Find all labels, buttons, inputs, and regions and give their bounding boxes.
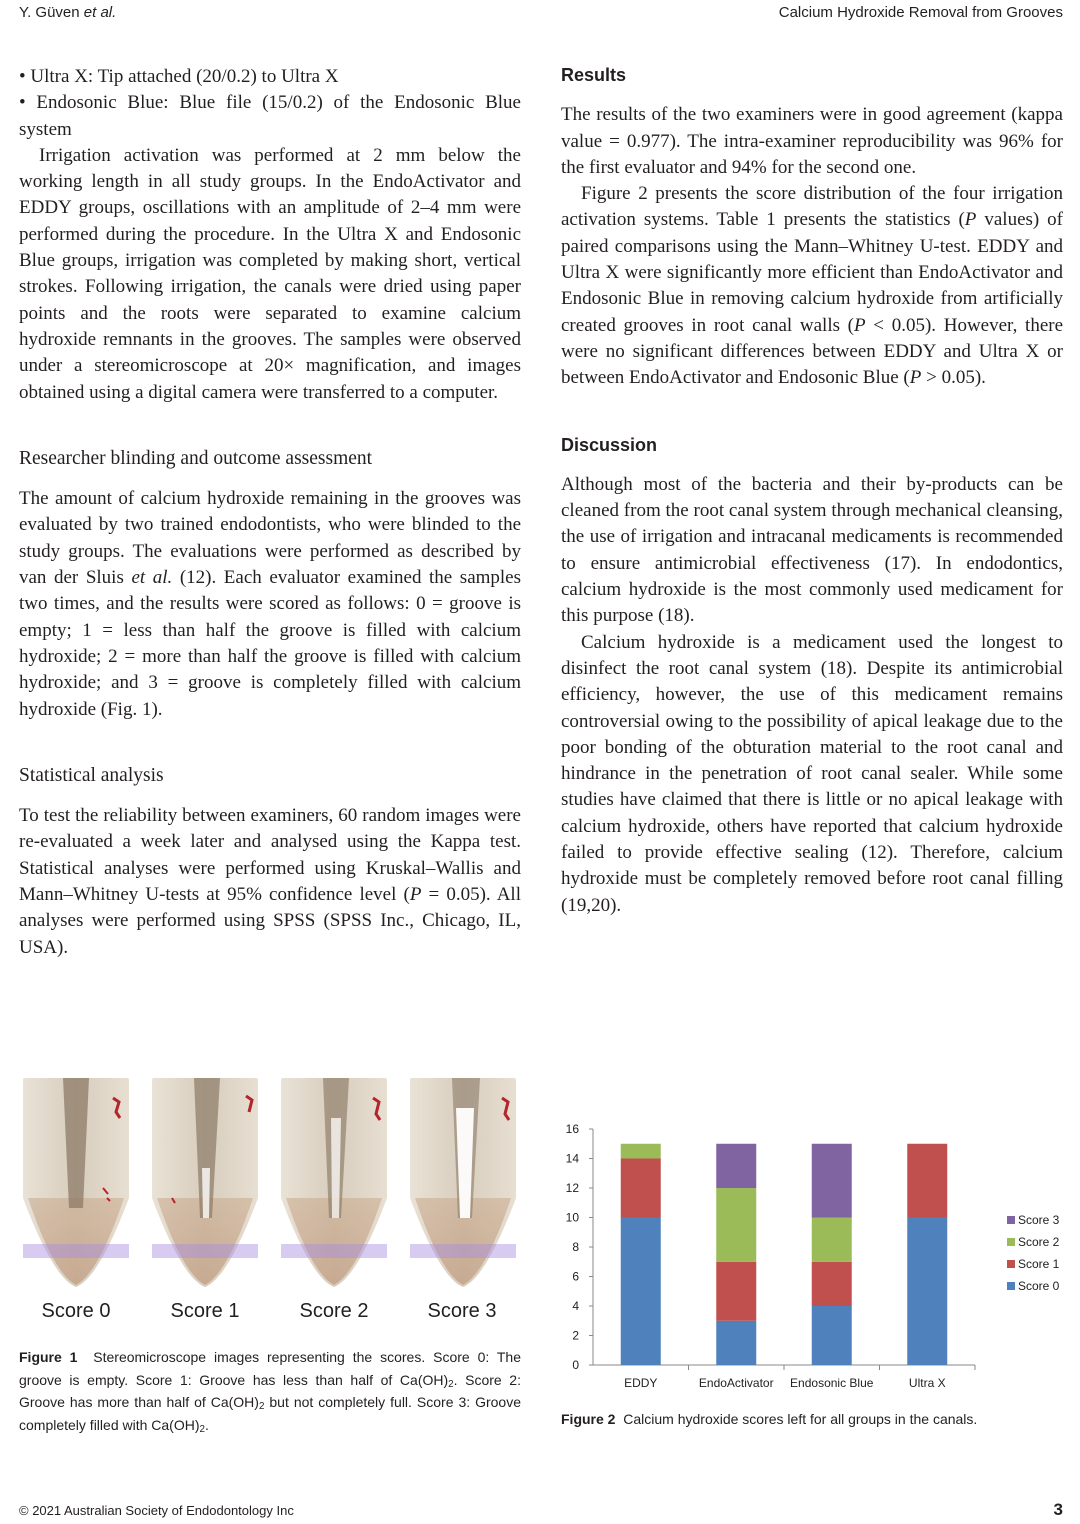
bullet-ultra-x: • Ultra X: Tip attached (20/0.2) to Ultra X xyxy=(19,66,339,87)
bar-score-2-eddy xyxy=(621,1144,661,1159)
heading-blinding: Researcher blinding and outcome assessment xyxy=(19,447,373,469)
figure-1-caption: Figure 1 Stereomicroscope images representing the scores. Score 0: The groove is empty. Score 1: Groove has less than half of $Ca(OH)_2$. Score 2: Groove has more than half of $Ca(OH)_2$ but not completely full. Score 3: Groove completely filled with $Ca(OH)_2$. xyxy=(19,1349,522,1435)
legend-label: Score 2 xyxy=(1018,1235,1060,1249)
bar-score-1-endosonic-blue xyxy=(812,1262,852,1306)
bar-score-2-endoactivator xyxy=(716,1188,756,1262)
y-tick-label: 16 xyxy=(565,1122,579,1136)
paragraph-results-1: The results of the two examiners were in good agreement (kappa value = 0.977). The intra-examiner reproducibility was 96% for the first evaluator and 94% for the second one. xyxy=(561,104,1063,178)
paragraph-results-2: Figure 2 presents the score distribution of the four irrigation activation systems. Table 1 presents the statistics (P values) of paired comparisons using the Mann–Whitney U-test. EDDY and Ultra X were significantly more efficient than EndoActivator and Endosonic Blue in removing calcium hydroxide from artificially created grooves in root canal walls (P < 0.05). However, there were no significant differences between EDDY and Ultra X or between EndoActivator and Endosonic Blue (P > 0.05). xyxy=(561,183,1064,389)
stereomicroscope-image-score-3 xyxy=(410,1078,516,1287)
legend-swatch xyxy=(1007,1282,1015,1290)
left-column xyxy=(19,64,521,961)
running-header-title: Calcium Hydroxide Removal from Grooves xyxy=(778,4,1063,21)
bar-score-0-endoactivator xyxy=(716,1321,756,1365)
x-tick-label: EndoActivator xyxy=(698,1376,774,1390)
legend-swatch xyxy=(1007,1238,1015,1246)
right-column xyxy=(561,62,1063,919)
header-etal: et al. xyxy=(83,4,117,21)
footer-copyright: © 2021 Australian Society of Endodontology Inc xyxy=(19,1503,294,1518)
paragraph-discussion-1: Although most of the bacteria and their by-products can be cleaned from the root canal system through mechanical cleansing, the use of irrigation and intracanal medicaments is recommended to ensure antimicrobial effectiveness (17). In endodontics, calcium hydroxide is the most commonly used medicament for this purpose (18). xyxy=(561,473,1063,627)
score-label-0: Score 0 xyxy=(41,1300,111,1322)
y-tick-label: 0 xyxy=(572,1358,579,1372)
bar-score-1-ultra-x xyxy=(907,1144,947,1218)
paragraph-discussion-2: Calcium hydroxide is a medicament used the longest to disinfect the root canal system (18). Despite its antimicrobial efficiency, however, the use of this medicament remains controversial owing to the possibility of apical leakage due to the poor bonding of the obturation material to the root canal and hindrance in the penetration of root canal sealer. While some studies have claimed that there is little or no apical leakage with calcium hydroxide, others have reported that calcium hydroxide failed to provide effective sealing (12). Therefore, calcium hydroxide must be completely removed before root canal filling (19,20). xyxy=(561,631,1063,916)
legend-label: Score 3 xyxy=(1018,1213,1060,1227)
bar-score-1-endoactivator xyxy=(716,1262,756,1321)
bar-score-0-endosonic-blue xyxy=(812,1306,852,1365)
score-label-1: Score 1 xyxy=(170,1300,240,1322)
paragraph-assessment: The amount of calcium hydroxide remaining in the grooves was evaluated by two trained endodontists, who were blinded to the study groups. The evaluations were performed as described by van der Sluis et al. (12). Each evaluator examined the samples two times, and the results were scored as follows: 0 = groove is empty; 1 = less than half the groove is filled with calcium hydroxide; 2 = more than half the groove is filled with calcium hydroxide; and 3 = groove is completely filled with calcium hydroxide (Fig. 1). xyxy=(19,488,522,720)
paragraph-statistics: To test the reliability between examiners, 60 random images were re-evaluated a week later and analysed using the Kappa test. Statistical analyses were performed using Kruskal–Wallis and Mann–Whitney U-tests at 95% confidence level (P = 0.05). All analyses were performed using SPSS (SPSS Inc., Chicago, IL, USA). xyxy=(19,805,521,958)
x-tick-label: Ultra X xyxy=(908,1376,946,1390)
figure-2-chart xyxy=(555,1112,1065,1402)
heading-discussion: Discussion xyxy=(561,434,658,455)
x-tick-label: Endosonic Blue xyxy=(790,1376,874,1390)
score-label-3: Score 3 xyxy=(427,1300,497,1322)
header-authors: Y. Güven xyxy=(19,4,80,21)
figure-2-caption: Figure 2 Calcium hydroxide scores left for all groups in the canals. xyxy=(561,1411,978,1427)
y-tick-label: 4 xyxy=(572,1299,579,1313)
stereomicroscope-image-score-2 xyxy=(281,1078,387,1287)
y-tick-label: 14 xyxy=(565,1151,579,1166)
page-number: 3 xyxy=(1053,1500,1063,1519)
y-tick-label: 6 xyxy=(572,1269,579,1284)
bar-score-3-endosonic-blue xyxy=(812,1144,852,1218)
running-header-authors xyxy=(19,4,116,21)
y-tick-label: 2 xyxy=(572,1328,579,1343)
paragraph-irrigation: Irrigation activation was performed at 2 mm below the working length in all study groups. In the EndoActivator and EDDY groups, oscillations with an amplitude of 2–4 mm were performed during the procedure. In the Ultra X and Endosonic Blue groups, irrigation was completed by making short, vertical strokes. Following irrigation, the canals were dried using paper points and the roots were separated to examine calcium hydroxide remnants in the grooves. The samples were observed under a stereomicroscope at 20× magnification, and images obtained using a digital camera were transferred to a computer. xyxy=(19,144,521,403)
score-label-2: Score 2 xyxy=(299,1300,369,1322)
y-tick-label: 12 xyxy=(565,1181,579,1195)
heading-results: Results xyxy=(561,65,627,85)
legend-swatch xyxy=(1007,1260,1015,1268)
legend-label: Score 1 xyxy=(1018,1257,1060,1271)
bar-score-3-endoactivator xyxy=(716,1144,756,1188)
heading-statistics: Statistical analysis xyxy=(19,764,164,786)
bar-score-0-eddy xyxy=(621,1218,661,1366)
x-tick-label: EDDY xyxy=(624,1376,658,1390)
bar-score-1-eddy xyxy=(621,1159,661,1218)
y-tick-label: 8 xyxy=(572,1240,579,1254)
legend-label: Score 0 xyxy=(1018,1279,1060,1293)
y-tick-label: 10 xyxy=(565,1210,579,1225)
bar-score-2-endosonic-blue xyxy=(812,1218,852,1262)
stereomicroscope-image-score-0 xyxy=(23,1078,129,1287)
stereomicroscope-image-score-1 xyxy=(152,1078,258,1287)
bullet-endosonic-blue: • Endosonic Blue: Blue file (15/0.2) of the Endosonic Blue system xyxy=(19,92,521,140)
legend-swatch xyxy=(1007,1216,1015,1224)
chart-svg xyxy=(555,1112,1065,1402)
bar-score-0-ultra-x xyxy=(907,1218,947,1366)
